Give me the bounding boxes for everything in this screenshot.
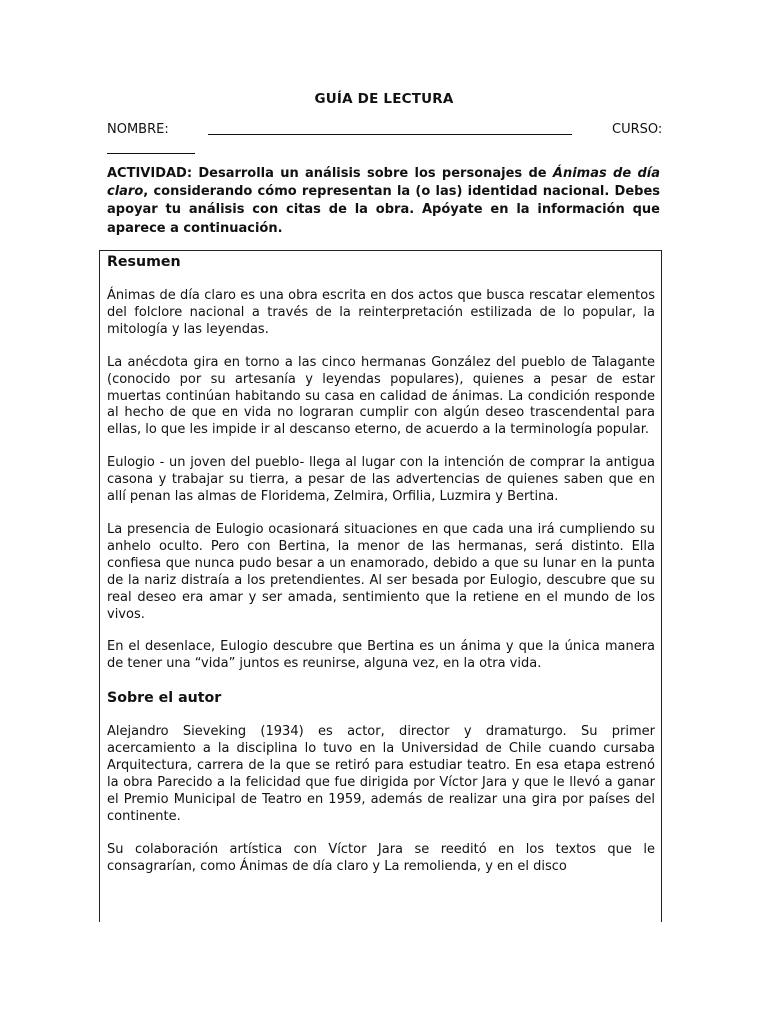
page-title: GUÍA DE LECTURA [314,91,454,107]
resumen-paragraph: La anécdota gira en torno a las cinco hermanas González del pueblo de Talagante (conocido por su artesanía y leyendas populares), quienes a pesar de estar muertas continúan habitando su casa en calidad de ánimas. La condición responde al hecho de que en vida no lograran cumplir con algún deseo trascendental para ellas, lo que les impide ir al descanso eterno, de acuerdo a la terminología popular. [107,354,655,438]
nombre-label: NOMBRE: [107,122,169,137]
activity-label: ACTIVIDAD: [107,166,193,181]
resumen-paragraph: La presencia de Eulogio ocasionará situaciones en que cada una irá cumpliendo su anhelo oculto. Pero con Bertina, la menor de las hermanas, será distinto. Ella confiesa que nunca pudo besar a un enamorado, debido a que su lunar en la punta de la nariz distraía a los pretendientes. Al ser besada por Eulogio, descubre que su real deseo era amar y ser amada, sentimiento que la retiene en el mundo de los vivos. [107,521,655,622]
autor-paragraph: Alejandro Sieveking (1934) es actor, director y dramaturgo. Su primer acercamiento a la disciplina lo tuvo en la Universidad de Chile cuando cursaba Arquitectura, carrera de la que se retiró para estudiar teatro. En esa etapa estrenó la obra Parecido a la felicidad que fue dirigida por Víctor Jara y que le llevó a ganar el Premio Municipal de Teatro en 1959, además de realizar una gira por países del continente. [107,724,655,824]
info-box [99,250,662,922]
resumen-paragraph: Eulogio - un joven del pueblo- llega al lugar con la intención de comprar la antigua casona y trabajar su tierra, a pesar de las advertencias de quienes saben que en allí penan las almas de Floridema, Zelmira, Orfilia, Luzmira y Bertina. [107,455,655,505]
autor-paragraph: Su colaboración artística con Víctor Jara se reeditó en los textos que le consagrarían, como Ánimas de día claro y La remolienda, y en el disco [107,841,655,874]
resumen-heading: Resumen [107,254,181,270]
nombre-line [208,134,572,135]
curso-label: CURSO: [612,122,663,137]
activity-instructions [107,165,660,238]
resumen-paragraph: Ánimas de día claro es una obra escrita en dos actos que busca rescatar elementos del folclore nacional a través de la reinterpretación estilizada de lo popular, la mitología y las leyendas. [107,288,655,337]
activity-text-after: , considerando cómo representan la (o las) identidad nacional. Debes apoyar tu análisis con citas de la obra. Apóyate en la información que aparece a continuación. [107,184,660,236]
resumen-paragraph: En el desenlace, Eulogio descubre que Bertina es un ánima y que la única manera de tener una “vida” juntos es reunirse, alguna vez, en la otra vida. [107,639,655,672]
autor-heading: Sobre el autor [107,690,222,707]
curso-line [107,153,195,154]
activity-work-title: Ánimas de día claro [107,166,661,200]
activity-text-before: Desarrolla un análisis sobre los personajes de [192,166,553,181]
